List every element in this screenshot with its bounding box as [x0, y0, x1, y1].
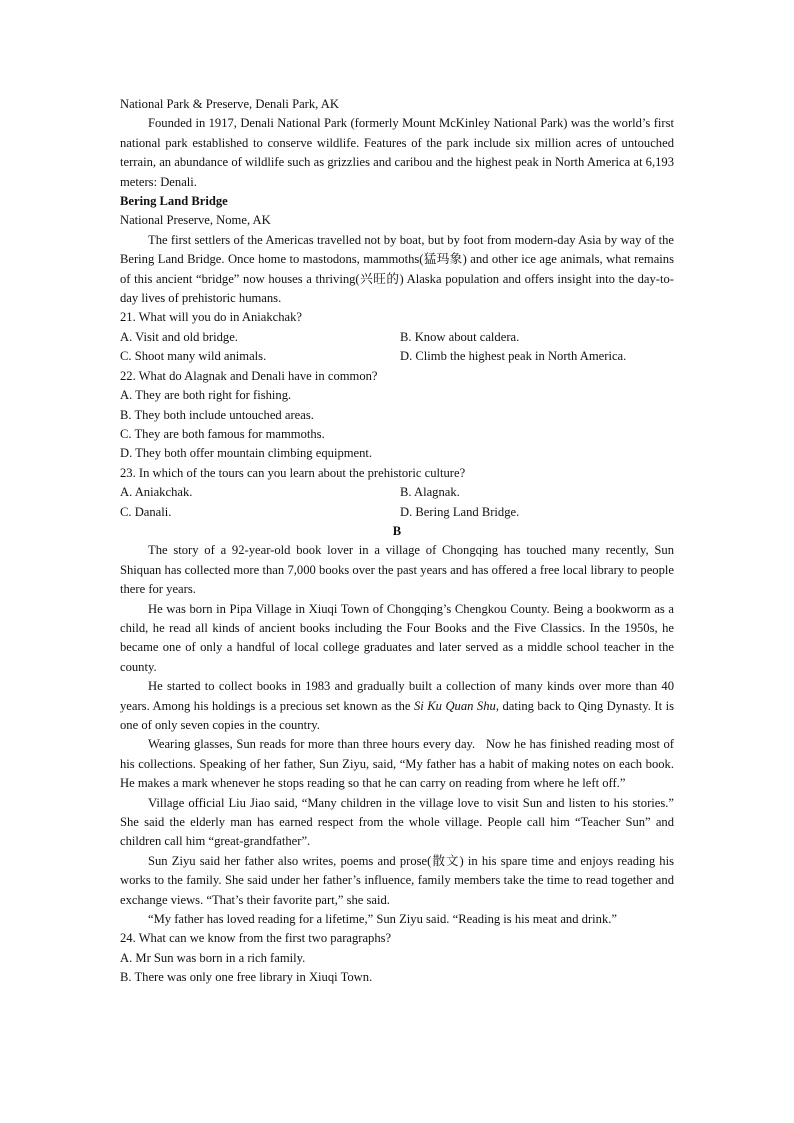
question-21-options-row2	[120, 347, 674, 366]
document-page	[120, 95, 678, 988]
question-24-option-a: A. Mr Sun was born in a rich family.	[120, 950, 306, 965]
denali-location: National Park & Preserve, Denali Park, AK	[120, 97, 339, 111]
question-21-option-a: A. Visit and old bridge.	[120, 329, 238, 344]
question-21-option-c: C. Shoot many wild animals.	[120, 349, 267, 364]
passage-b-paragraph-4: Wearing glasses, Sun reads for more than three hours every day. Now he has finished reading most of his collections. Speaking of her father, Sun Ziyu, said, “My father has a habit of making notes on each book. He makes a mark whenever he stops reading so that he can carry on reading from where he left off.”	[120, 737, 678, 791]
passage-b-paragraph-3	[120, 677, 674, 735]
book-title-italic: Si Ku Quan Shu	[414, 698, 496, 713]
passage-b-paragraph-5: Village official Liu Jiao said, “Many children in the village love to visit Sun and listen to his stories.” She said the elderly man has earned respect from the whole village. People call him “Teacher Sun” and children call him “great-grandfather”.	[120, 795, 674, 849]
question-24-stem: 24. What can we know from the first two paragraphs?	[120, 931, 392, 946]
question-21-option-d: D. Climb the highest peak in North America.	[400, 349, 627, 364]
question-22-option-a: A. They are both right for fishing.	[120, 388, 292, 403]
question-23-stem: 23. In which of the tours can you learn about the prehistoric culture?	[120, 465, 466, 480]
question-22-stem: 22. What do Alagnak and Denali have in common?	[120, 368, 378, 383]
passage-b-paragraph-6: Sun Ziyu said her father also writes, poems and prose(散文) in his spare time and enjoys reading his works to the family. She said under her father’s influence, family members take the time to read together and exchange views. “That’s their favorite part,” she said.	[120, 853, 674, 907]
question-21-options-row1	[120, 328, 674, 347]
paragraph-3-text-end: , dating back to Qing Dynasty. It is one of only seven copies in the country.	[120, 698, 674, 732]
question-23-option-a: A. Aniakchak.	[120, 485, 193, 500]
bering-title: Bering Land Bridge	[120, 194, 228, 209]
question-23-options-row2	[120, 503, 674, 522]
passage-b-paragraph-1: The story of a 92-year-old book lover in a village of Chongqing has touched many recently, Sun Shiquan has collected more than 7,000 books over the past years and has offered a free local library to people there for years.	[120, 543, 674, 597]
question-23-option-b: B. Alagnak.	[400, 485, 460, 500]
denali-paragraph: Founded in 1917, Denali National Park (formerly Mount McKinley National Park) was the world’s first national park established to conserve wildlife. Features of the park include six million acres of untouched terrain, an abundance of wildlife such as grizzlies and caribou and the highest peak in North America at 6,193 meters: Denali.	[120, 116, 674, 189]
passage-b-paragraph-7: “My father has loved reading for a lifetime,” Sun Ziyu said. “Reading is his meat and drink.”	[148, 912, 617, 927]
passage-b-paragraph-2: He was born in Pipa Village in Xiuqi Town of Chongqing’s Chengkou County. Being a bookworm as a child, he read all kinds of ancient books including the Four Books and the Five Classics. In the 1950s, he became one of only a handful of local college graduates and later served as a middle school teacher in the county.	[120, 601, 674, 674]
bering-paragraph: The first settlers of the Americas travelled not by boat, but by foot from modern-day Asia by way of the Bering Land Bridge. Once home to mastodons, mammoths(猛玛象) and other ice age animals, what remains of this ancient “bridge” now houses a thriving(兴旺的) Alaska population and offers insight into the day-to-day lives of prehistoric humans.	[120, 232, 674, 306]
question-21-option-b: B. Know about caldera.	[400, 329, 520, 344]
question-22-option-c: C. They are both famous for mammoths.	[120, 426, 325, 441]
paragraph-3-text-start: He started to collect books in 1983 and gradually built a collection of many kinds over more than 40 years. Among his holdings is a precious set known as the	[120, 679, 674, 713]
bering-location: National Preserve, Nome, AK	[120, 213, 271, 228]
question-24-option-b: B. There was only one free library in Xiuqi Town.	[120, 970, 373, 985]
question-22-option-b: B. They both include untouched areas.	[120, 407, 314, 422]
question-23-option-c: C. Danali.	[120, 504, 172, 519]
question-21-stem: 21. What will you do in Aniakchak?	[120, 310, 302, 325]
question-22-option-d: D. They both offer mountain climbing equipment.	[120, 446, 373, 461]
section-b-heading: B	[392, 523, 402, 538]
question-23-option-d: D. Bering Land Bridge.	[400, 504, 520, 519]
question-23-options-row1	[120, 483, 674, 502]
